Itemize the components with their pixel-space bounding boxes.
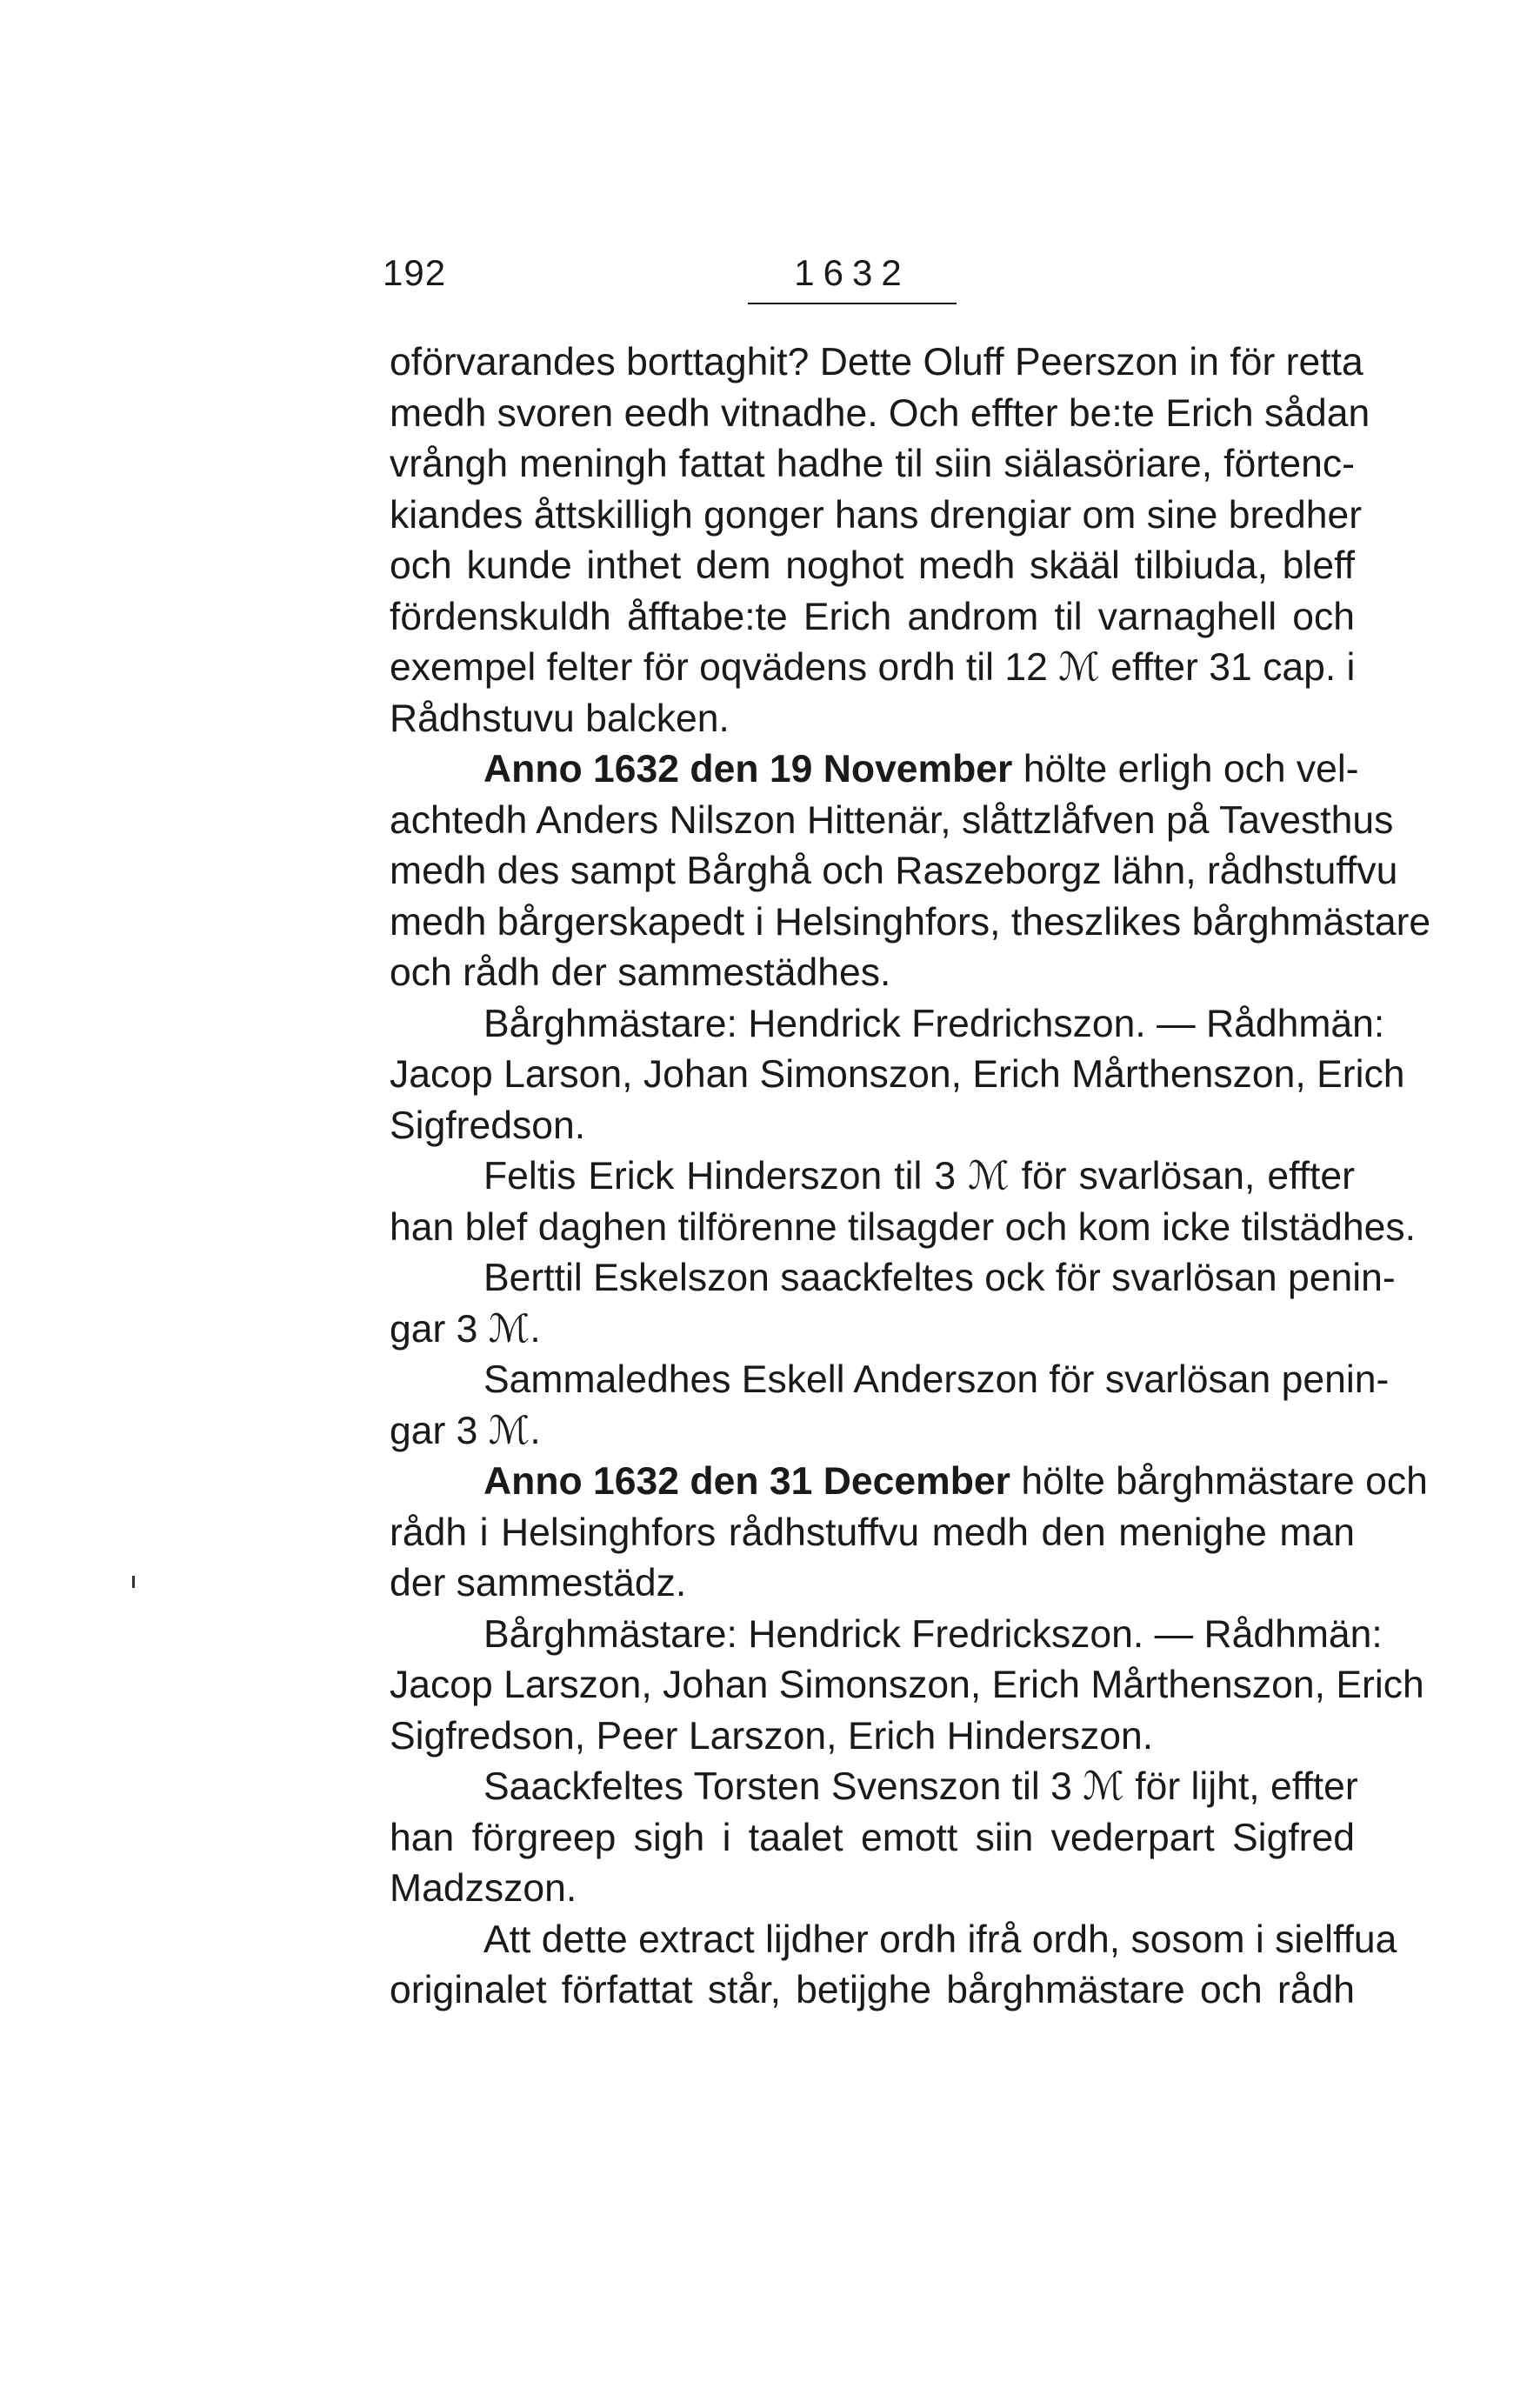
text-line: och rådh der sammestädhes. (390, 951, 891, 994)
text-line (390, 744, 1359, 796)
text-line: kiandes åttskilligh gonger hans drengiar om sine bredher (390, 493, 1363, 537)
page-year-heading: 1632 (794, 252, 910, 293)
text-line: Feltis Erick Hinderszon til 3 ℳ för svarlösan, effter (483, 1155, 1355, 1197)
text-line: der sammestädz. (390, 1562, 687, 1604)
text-fragment: hölte erligh och vel- (1012, 748, 1359, 790)
body-text (390, 337, 1431, 2017)
text-line: Saackfeltes Torsten Svenszon til 3 ℳ för lijht, effter (483, 1765, 1358, 1808)
text-line: Sigfredson, Peer Larszon, Erich Hinderszon. (390, 1714, 1154, 1758)
text-line: medh bårgerskapedt i Helsinghfors, theszlikes bårghmästare (390, 900, 1431, 944)
text-fragment: hölte bårghmästare och (1010, 1460, 1428, 1503)
text-line: medh svoren eedh vitnadhe. Och effter be:te Erich sådan (390, 391, 1370, 435)
date-heading: Anno 1632 den 31 December (483, 1460, 1010, 1503)
text-line: fördenskuldh åfftabe:te Erich androm til varnaghell och (390, 595, 1355, 638)
text-line: gar 3 ℳ. (390, 1307, 541, 1351)
text-line: han förgreep sigh i taalet emott siin vederpart Sigfred (390, 1816, 1355, 1859)
header-rule (748, 303, 957, 304)
text-line: exempel felter för oqvädens ordh til 12 ℳ effter 31 cap. i (390, 646, 1356, 689)
text-line: och kunde inthet dem noghot medh skääl tilbiuda, bleff (390, 544, 1355, 587)
text-line: Bårghmästare: Hendrick Fredrichszon. — Rådhmän: (483, 1002, 1385, 1045)
text-line: Berttil Eskelszon saackfeltes ock för svarlösan penin- (483, 1257, 1396, 1299)
text-line: Sigfredson. (390, 1104, 586, 1147)
text-line: Jacop Larszon, Johan Simonszon, Erich Mårthenszon, Erich (390, 1664, 1424, 1706)
date-heading: Anno 1632 den 19 November (483, 748, 1013, 790)
text-line: vrångh meningh fattat hadhe til siin siälasöriare, förtenc- (390, 443, 1355, 485)
margin-mark (132, 1576, 135, 1588)
text-line: Sammaledhes Eskell Anderszon för svarlösan penin- (483, 1358, 1390, 1401)
text-line: achtedh Anders Nilszon Hittenär, slåttzlåfven på Tavesthus (390, 798, 1394, 842)
page-number: 192 (383, 252, 447, 293)
text-line (390, 1457, 1428, 1508)
text-line: rådh i Helsinghfors rådhstuffvu medh den menighe man (390, 1511, 1355, 1554)
text-line: Rådhstuvu balcken. (390, 697, 730, 740)
text-line: han blef daghen tilförenne tilsagder och kom icke tilstädhes. (390, 1205, 1416, 1249)
text-line: Madzszon. (390, 1867, 577, 1910)
text-line: medh des sampt Bårghå och Raszeborgz lähn, rådhstuffvu (390, 850, 1398, 892)
text-line: oförvarandes borttaghit? Dette Oluff Peerszon in för retta (390, 341, 1363, 384)
text-line: Jacop Larson, Johan Simonszon, Erich Mårthenszon, Erich (390, 1053, 1405, 1096)
text-line: Bårghmästare: Hendrick Fredrickszon. — Rådhmän: (483, 1612, 1383, 1656)
text-line: originalet författat står, betijghe bårghmästare och rådh (390, 1969, 1355, 2011)
text-line: Att dette extract lijdher ordh ifrå ordh, sosom i sielffua (483, 1918, 1397, 1961)
text-line: gar 3 ℳ. (390, 1409, 541, 1452)
